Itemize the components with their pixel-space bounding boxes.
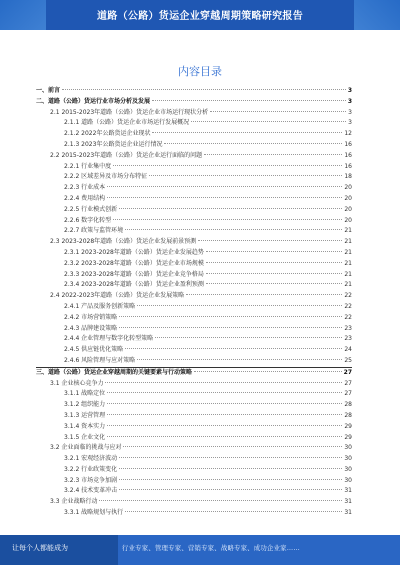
- toc-leader-dots: [204, 154, 342, 155]
- toc-leader-dots: [152, 100, 346, 101]
- toc-leader-dots: [137, 305, 342, 306]
- toc-entry[interactable]: [36, 486, 352, 497]
- toc-entry-text: 3.2 企业面临的挑战与应对: [50, 444, 122, 452]
- toc-entry[interactable]: [36, 259, 352, 270]
- toc-entry-page: 28: [344, 401, 352, 409]
- toc-leader-dots: [137, 359, 342, 360]
- toc-entry-page: 22: [344, 302, 352, 310]
- toc-entry[interactable]: [36, 508, 352, 519]
- toc-entry-page: 24: [344, 346, 352, 354]
- toc-entry-text: 2.4.2 市场营销策略: [64, 313, 118, 321]
- toc-entry[interactable]: [36, 313, 352, 324]
- toc-entry[interactable]: [36, 118, 352, 129]
- footer-tags: 行业专家、管理专家、营销专家、战略专家、成功企业家……: [122, 544, 300, 552]
- toc-leader-dots: [113, 219, 342, 220]
- toc-entry[interactable]: [36, 280, 352, 291]
- toc-entry-text: 一、前言: [36, 87, 61, 94]
- toc-entry-page: 23: [344, 335, 352, 343]
- toc-entry-page: 21: [344, 248, 352, 256]
- toc-entry-page: 31: [344, 509, 352, 517]
- toc-entry-page: 30: [344, 455, 352, 463]
- toc-entry[interactable]: [36, 302, 352, 313]
- toc-entry[interactable]: [36, 216, 352, 227]
- toc-leader-dots: [206, 251, 342, 252]
- toc-entry-text: 2.1.2 2022年公路货运企业现状: [64, 130, 151, 138]
- toc-leader-dots: [119, 457, 342, 458]
- toc-entry-text: 3.2.4 技术变革冲击: [64, 487, 118, 495]
- footer-slogan: 让每个人都能成为: [12, 544, 68, 552]
- toc-leader-dots: [119, 327, 342, 328]
- toc-leader-dots: [155, 337, 342, 338]
- toc-leader-dots: [149, 175, 342, 176]
- table-of-contents: [36, 86, 352, 519]
- toc-entry-text: 2.3 2023-2028年道路（公路）货运企业发展前景预测: [50, 238, 197, 246]
- toc-entry[interactable]: [36, 324, 352, 335]
- toc-entry[interactable]: [36, 140, 352, 151]
- toc-entry[interactable]: [36, 151, 352, 162]
- toc-entry-page: 20: [344, 194, 352, 202]
- toc-leader-dots: [119, 479, 342, 480]
- toc-entry[interactable]: [36, 422, 352, 433]
- toc-entry[interactable]: [36, 291, 352, 302]
- footer-banner: [0, 535, 400, 565]
- toc-entry[interactable]: [36, 433, 352, 444]
- toc-entry[interactable]: [36, 108, 352, 119]
- toc-leader-dots: [99, 500, 342, 501]
- toc-entry-page: 28: [344, 411, 352, 419]
- toc-entry-page: 30: [344, 444, 352, 452]
- toc-entry-text: 3.3.1 战略规划与执行: [64, 509, 124, 517]
- toc-entry[interactable]: [36, 345, 352, 356]
- toc-entry-text: 2.2.3 行业成本: [64, 184, 106, 192]
- toc-entry[interactable]: [36, 205, 352, 216]
- toc-entry-page: 16: [344, 162, 352, 170]
- toc-entry-text: 2.4.3 品牌建设策略: [64, 324, 118, 332]
- toc-entry-text: 2.1 2015-2023年道路（公路）货运企业市场运行现状分析: [50, 108, 209, 116]
- toc-entry[interactable]: [36, 367, 352, 379]
- toc-entry[interactable]: [36, 237, 352, 248]
- toc-entry-text: 2.4.4 企业管理与数字化转型策略: [64, 335, 154, 343]
- toc-entry-page: 29: [344, 422, 352, 430]
- toc-entry-text: 2.2.7 政策与监管环境: [64, 227, 124, 235]
- toc-entry-text: 2.2.4 费用结构: [64, 194, 106, 202]
- toc-entry-text: 3.2.1 宏观经济波动: [64, 455, 118, 463]
- toc-entry-page: 3: [347, 87, 352, 94]
- toc-leader-dots: [125, 511, 342, 512]
- toc-entry-text: 2.2.5 行业模式创新: [64, 205, 118, 213]
- toc-entry[interactable]: [36, 389, 352, 400]
- toc-entry[interactable]: [36, 476, 352, 487]
- toc-leader-dots: [206, 262, 342, 263]
- toc-leader-dots: [152, 132, 342, 133]
- toc-entry-text: 2.3.4 2023-2028年道路（公路）货运企业盈利预测: [64, 281, 204, 289]
- toc-leader-dots: [125, 348, 342, 349]
- toc-entry-text: 三、道路（公路）货运企业穿越周期的关键要素与行动策略: [36, 368, 193, 376]
- toc-leader-dots: [62, 89, 346, 90]
- toc-entry-page: 25: [344, 356, 352, 364]
- toc-leader-dots: [123, 446, 342, 447]
- toc-entry-page: 21: [344, 227, 352, 235]
- toc-leader-dots: [107, 425, 342, 426]
- toc-leader-dots: [107, 186, 342, 187]
- toc-entry-page: 12: [344, 130, 352, 138]
- toc-entry[interactable]: [36, 334, 352, 345]
- toc-leader-dots: [210, 111, 346, 112]
- toc-entry-text: 2.2.6 数字化转型: [64, 216, 112, 224]
- toc-entry-text: 2.2.1 行业集中度: [64, 162, 112, 170]
- toc-entry-page: 21: [344, 281, 352, 289]
- toc-entry[interactable]: [36, 443, 352, 454]
- toc-entry-text: 2.3.3 2023-2028年道路（公路）货运企业竞争格局: [64, 270, 204, 278]
- toc-entry-text: 3.1.1 战略定位: [64, 390, 106, 398]
- toc-entry-text: 3.1.3 运营管理: [64, 411, 106, 419]
- toc-entry-page: 20: [344, 205, 352, 213]
- toc-leader-dots: [198, 240, 342, 241]
- toc-entry-text: 3.2.2 行业政策变化: [64, 465, 118, 473]
- toc-leader-dots: [186, 294, 342, 295]
- toc-leader-dots: [125, 229, 342, 230]
- toc-entry-page: 16: [344, 140, 352, 148]
- toc-entry-text: 3.1.5 企业文化: [64, 433, 106, 441]
- toc-entry-page: 18: [344, 173, 352, 181]
- toc-entry-page: 20: [344, 216, 352, 224]
- toc-entry[interactable]: [36, 172, 352, 183]
- toc-entry[interactable]: [36, 400, 352, 411]
- toc-entry[interactable]: [36, 497, 352, 508]
- toc-entry-page: 21: [344, 270, 352, 278]
- toc-entry-page: 30: [344, 465, 352, 473]
- toc-entry-page: 23: [344, 324, 352, 332]
- toc-entry-text: 2.3.1 2023-2028年道路（公路）货运企业发展趋势: [64, 248, 204, 256]
- toc-leader-dots: [105, 382, 342, 383]
- toc-leader-dots: [119, 316, 342, 317]
- toc-entry-page: 22: [344, 292, 352, 300]
- toc-entry-page: 3: [348, 108, 352, 116]
- toc-heading: 内容目录: [178, 65, 222, 78]
- toc-leader-dots: [206, 283, 342, 284]
- toc-leader-dots: [206, 273, 342, 274]
- toc-leader-dots: [194, 371, 342, 372]
- toc-entry[interactable]: [36, 97, 352, 108]
- toc-entry[interactable]: [36, 226, 352, 237]
- toc-entry-page: 22: [344, 313, 352, 321]
- toc-entry-text: 3.3 企业战略行动: [50, 498, 98, 506]
- toc-entry-page: 30: [344, 476, 352, 484]
- toc-entry-text: 2.1.3 2023年公路货运企业运行情况: [64, 140, 163, 148]
- toc-entry-text: 3.1 企业核心竞争力: [50, 379, 104, 387]
- toc-leader-dots: [107, 436, 342, 437]
- toc-entry-page: 27: [343, 368, 352, 376]
- toc-entry-page: 3: [347, 97, 352, 105]
- toc-entry[interactable]: [36, 248, 352, 259]
- toc-entry-text: 3.2.3 市场竞争加剧: [64, 476, 118, 484]
- toc-entry-text: 3.1.4 资本实力: [64, 422, 106, 430]
- toc-entry[interactable]: [36, 162, 352, 173]
- toc-entry[interactable]: [36, 454, 352, 465]
- toc-leader-dots: [119, 489, 342, 490]
- toc-leader-dots: [107, 403, 342, 404]
- toc-leader-dots: [107, 197, 342, 198]
- toc-entry-page: 29: [344, 433, 352, 441]
- toc-leader-dots: [113, 165, 342, 166]
- toc-entry-text: 2.4.1 产品及服务创新策略: [64, 302, 136, 310]
- toc-leader-dots: [164, 143, 342, 144]
- report-header: [0, 0, 400, 30]
- toc-entry-page: 3: [348, 119, 352, 127]
- toc-entry-text: 2.4.6 风险管理与应对策略: [64, 356, 136, 364]
- toc-entry-page: 21: [344, 259, 352, 267]
- toc-entry-page: 27: [344, 379, 352, 387]
- toc-leader-dots: [107, 414, 342, 415]
- report-title: 道路（公路）货运企业穿越周期策略研究报告: [97, 11, 303, 22]
- toc-entry[interactable]: [36, 356, 352, 367]
- toc-leader-dots: [119, 208, 342, 209]
- toc-entry-text: 二、道路（公路）货运行业市场分析及发展: [36, 97, 151, 105]
- toc-entry[interactable]: [36, 86, 352, 97]
- toc-entry-text: 2.4 2022-2023年道路（公路）货运企业发展策略: [50, 292, 185, 300]
- toc-leader-dots: [119, 468, 342, 469]
- toc-leader-dots: [107, 392, 342, 393]
- toc-entry[interactable]: [36, 270, 352, 281]
- toc-entry[interactable]: [36, 411, 352, 422]
- toc-entry-page: 21: [344, 238, 352, 246]
- toc-entry-page: 31: [344, 487, 352, 495]
- toc-entry[interactable]: [36, 129, 352, 140]
- toc-entry-page: 27: [344, 390, 352, 398]
- toc-entry[interactable]: [36, 465, 352, 476]
- toc-entry-text: 2.1.1 道路（公路）货运企业市场运行发展概况: [64, 119, 190, 127]
- toc-entry-text: 2.2.2 区域差异及市场分布特征: [64, 173, 148, 181]
- toc-entry-text: 3.1.2 组织能力: [64, 401, 106, 409]
- toc-entry-page: 16: [344, 151, 352, 159]
- toc-entry-page: 20: [344, 184, 352, 192]
- toc-entry-text: 2.4.5 供应链优化策略: [64, 346, 124, 354]
- toc-leader-dots: [191, 121, 346, 122]
- toc-entry-page: 31: [344, 498, 352, 506]
- toc-entry-text: 2.2 2015-2023年道路（公路）货运企业运行面临的问题: [50, 151, 203, 159]
- toc-entry[interactable]: [36, 379, 352, 390]
- toc-entry-text: 2.3.2 2023-2028年道路（公路）货运企业市场规模: [64, 259, 204, 267]
- toc-entry[interactable]: [36, 183, 352, 194]
- toc-entry[interactable]: [36, 194, 352, 205]
